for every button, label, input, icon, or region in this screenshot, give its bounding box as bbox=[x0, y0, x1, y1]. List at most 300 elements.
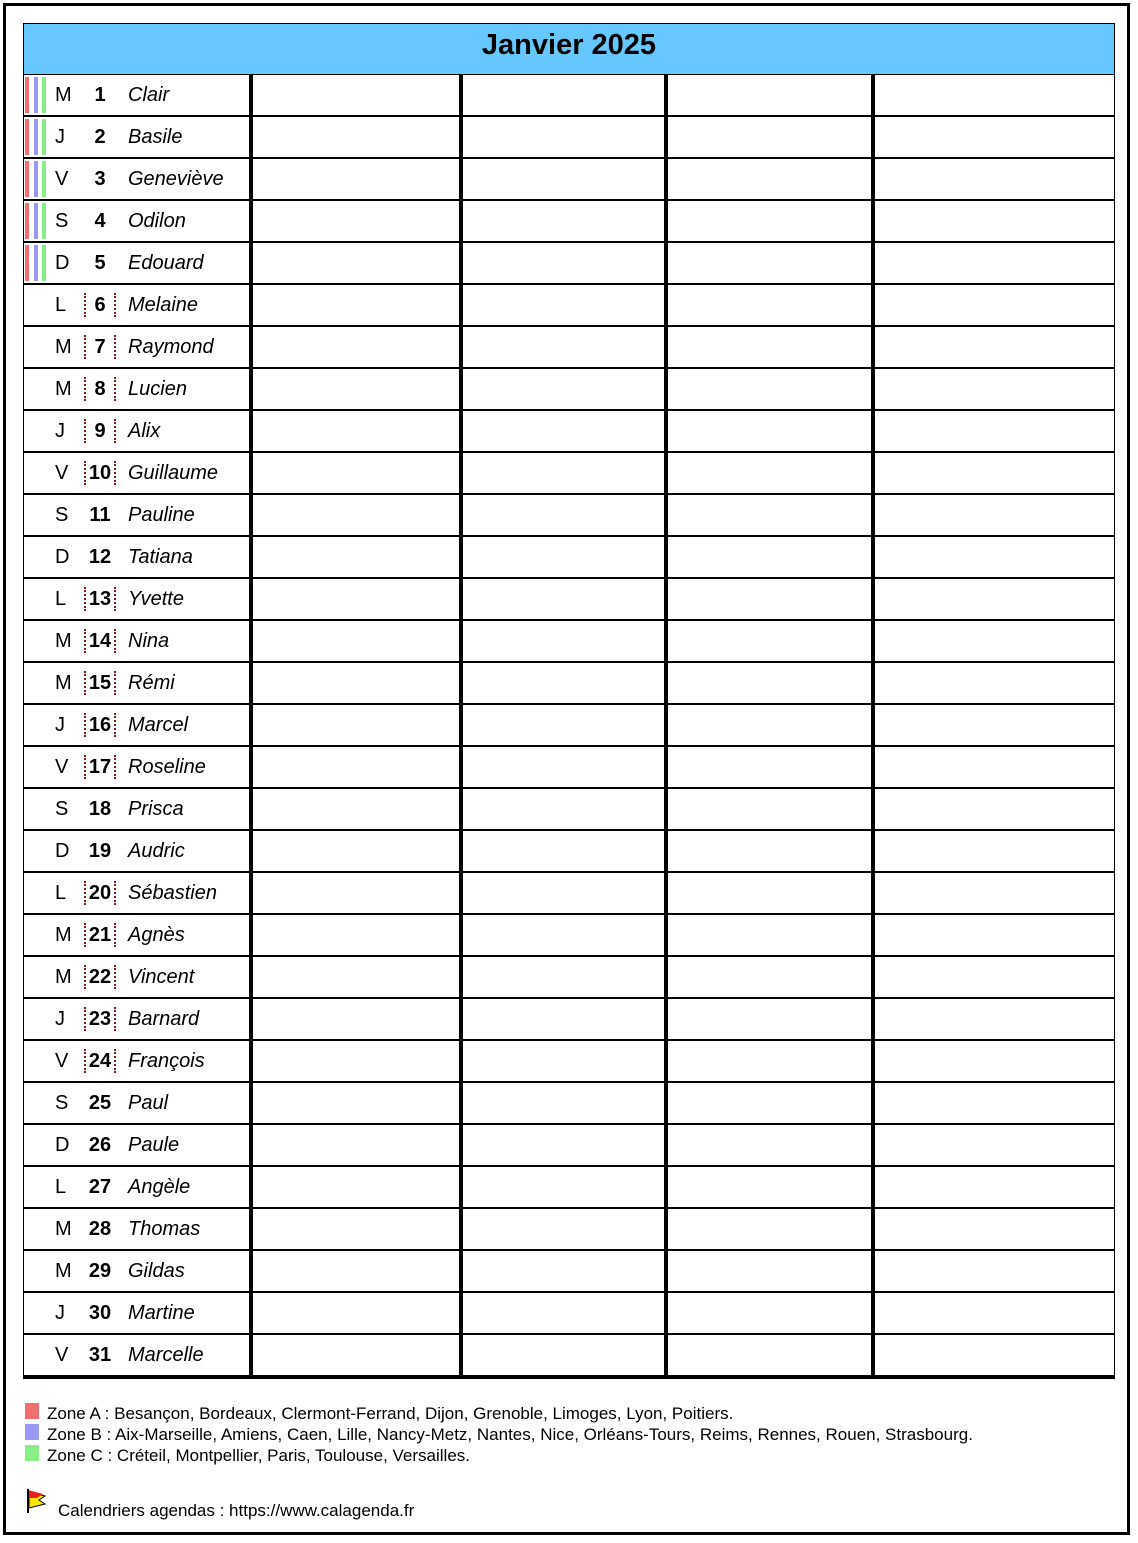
note-cell[interactable] bbox=[664, 1251, 871, 1293]
day-number: 5 bbox=[94, 252, 106, 274]
note-cell[interactable] bbox=[459, 663, 664, 705]
note-cell[interactable] bbox=[459, 1293, 664, 1335]
note-cell[interactable] bbox=[249, 537, 459, 579]
note-cell[interactable] bbox=[871, 1293, 1115, 1335]
day-label-cell bbox=[24, 369, 249, 409]
saint-name: Paule bbox=[128, 1134, 180, 1156]
note-cell[interactable] bbox=[249, 705, 459, 747]
note-cell[interactable] bbox=[871, 1251, 1115, 1293]
day-number: 24 bbox=[84, 1049, 116, 1073]
day-label-cell bbox=[24, 999, 249, 1039]
saint-name: Alix bbox=[128, 420, 161, 442]
weekday-letter: J bbox=[55, 420, 65, 442]
day-label-cell bbox=[24, 201, 249, 241]
weekday-letter: J bbox=[55, 126, 65, 148]
weekday-letter: M bbox=[55, 84, 72, 106]
note-cell[interactable] bbox=[871, 159, 1115, 201]
note-cell[interactable] bbox=[664, 621, 871, 663]
saint-name: Roseline bbox=[128, 756, 206, 778]
footer-link[interactable]: Calendriers agendas : https://www.calagenda.fr bbox=[58, 1501, 415, 1520]
note-cell[interactable] bbox=[249, 789, 459, 831]
note-cell[interactable] bbox=[249, 495, 459, 537]
note-cell[interactable] bbox=[249, 1335, 459, 1377]
legend-text: Zone C : Créteil, Montpellier, Paris, Toulouse, Versailles. bbox=[47, 1446, 470, 1465]
note-cell[interactable] bbox=[459, 1335, 664, 1377]
day-number: 27 bbox=[88, 1176, 112, 1198]
note-cell[interactable] bbox=[459, 747, 664, 789]
note-cell[interactable] bbox=[459, 453, 664, 495]
calagenda-logo-icon bbox=[25, 1488, 51, 1514]
note-cell[interactable] bbox=[459, 201, 664, 243]
saint-name: Pauline bbox=[128, 504, 195, 526]
note-cell[interactable] bbox=[249, 1293, 459, 1335]
note-cell[interactable] bbox=[249, 957, 459, 999]
note-cell[interactable] bbox=[459, 1209, 664, 1251]
note-cell[interactable] bbox=[249, 621, 459, 663]
day-row bbox=[24, 831, 1114, 873]
day-number: 25 bbox=[88, 1092, 112, 1114]
note-cell[interactable] bbox=[459, 75, 664, 117]
saint-name: Martine bbox=[128, 1302, 195, 1324]
weekday-letter: M bbox=[55, 672, 72, 694]
day-row bbox=[24, 1209, 1114, 1251]
note-cell[interactable] bbox=[249, 327, 459, 369]
weekday-letter: V bbox=[55, 756, 69, 778]
note-cell[interactable] bbox=[664, 243, 871, 285]
day-number: 6 bbox=[84, 293, 116, 317]
note-cell[interactable] bbox=[459, 1125, 664, 1167]
zone-a-holiday-bar bbox=[25, 119, 29, 155]
day-row bbox=[24, 201, 1114, 243]
saint-name: Sébastien bbox=[128, 882, 217, 904]
day-row bbox=[24, 957, 1114, 999]
day-row bbox=[24, 369, 1114, 411]
day-row bbox=[24, 327, 1114, 369]
day-row bbox=[24, 537, 1114, 579]
note-cell[interactable] bbox=[459, 495, 664, 537]
day-row bbox=[24, 495, 1114, 537]
saint-name: Melaine bbox=[128, 294, 199, 316]
day-number: 30 bbox=[88, 1302, 112, 1324]
note-cell[interactable] bbox=[249, 663, 459, 705]
note-cell[interactable] bbox=[459, 369, 664, 411]
day-row bbox=[24, 705, 1114, 747]
weekday-letter: D bbox=[55, 840, 70, 862]
day-label-cell bbox=[24, 873, 249, 913]
note-cell[interactable] bbox=[664, 327, 871, 369]
legend-text: Zone B : Aix-Marseille, Amiens, Caen, Lille, Nancy-Metz, Nantes, Nice, Orléans-Tours, Reims, Rennes, Rouen, Strasbourg. bbox=[47, 1425, 973, 1444]
weekday-letter: J bbox=[55, 1008, 65, 1030]
note-cell[interactable] bbox=[459, 621, 664, 663]
day-rows bbox=[23, 75, 1115, 1379]
note-cell[interactable] bbox=[459, 411, 664, 453]
saint-name: Geneviève bbox=[128, 168, 224, 190]
note-cell[interactable] bbox=[871, 327, 1115, 369]
saint-name: Raymond bbox=[128, 336, 214, 358]
day-number: 11 bbox=[89, 504, 111, 526]
note-cell[interactable] bbox=[249, 747, 459, 789]
note-cell[interactable] bbox=[871, 537, 1115, 579]
day-label-cell bbox=[24, 831, 249, 871]
note-cell[interactable] bbox=[871, 243, 1115, 285]
saint-name: Lucien bbox=[128, 378, 187, 400]
note-cell[interactable] bbox=[664, 1209, 871, 1251]
note-cell[interactable] bbox=[871, 117, 1115, 159]
day-row bbox=[24, 1125, 1114, 1167]
note-cell[interactable] bbox=[664, 789, 871, 831]
note-cell[interactable] bbox=[871, 789, 1115, 831]
day-row bbox=[24, 789, 1114, 831]
day-number: 4 bbox=[94, 210, 106, 232]
weekday-letter: S bbox=[55, 504, 69, 526]
legend-text: Zone A : Besançon, Bordeaux, Clermont-Ferrand, Dijon, Grenoble, Limoges, Lyon, Poitiers. bbox=[47, 1404, 734, 1423]
note-cell[interactable] bbox=[664, 747, 871, 789]
note-cell[interactable] bbox=[871, 1335, 1115, 1377]
day-number: 15 bbox=[84, 671, 116, 695]
saint-name: Agnès bbox=[128, 924, 185, 946]
day-label-cell bbox=[24, 1251, 249, 1291]
note-cell[interactable] bbox=[249, 75, 459, 117]
weekday-letter: V bbox=[55, 168, 69, 190]
day-label-cell bbox=[24, 957, 249, 997]
note-cell[interactable] bbox=[664, 873, 871, 915]
day-label-cell bbox=[24, 495, 249, 535]
day-number: 10 bbox=[84, 461, 116, 485]
day-number: 18 bbox=[88, 798, 112, 820]
day-label-cell bbox=[24, 579, 249, 619]
note-cell[interactable] bbox=[664, 159, 871, 201]
weekday-letter: M bbox=[55, 966, 72, 988]
weekday-letter: V bbox=[55, 462, 69, 484]
zone-a-holiday-bar bbox=[25, 77, 29, 113]
note-cell[interactable] bbox=[249, 201, 459, 243]
note-cell[interactable] bbox=[249, 1209, 459, 1251]
day-row bbox=[24, 117, 1114, 159]
note-cell[interactable] bbox=[664, 1167, 871, 1209]
saint-name: Basile bbox=[128, 126, 183, 148]
note-cell[interactable] bbox=[459, 957, 664, 999]
note-cell[interactable] bbox=[459, 789, 664, 831]
zone-c-holiday-bar bbox=[42, 245, 46, 281]
day-row bbox=[24, 1041, 1114, 1083]
weekday-letter: L bbox=[55, 882, 67, 904]
weekday-letter: L bbox=[55, 1176, 67, 1198]
zone-b-holiday-bar bbox=[34, 77, 38, 113]
note-cell[interactable] bbox=[871, 1167, 1115, 1209]
zone-b-holiday-bar bbox=[34, 203, 38, 239]
note-cell[interactable] bbox=[249, 915, 459, 957]
note-cell[interactable] bbox=[459, 243, 664, 285]
weekday-letter: V bbox=[55, 1050, 69, 1072]
note-cell[interactable] bbox=[664, 705, 871, 747]
day-row bbox=[24, 411, 1114, 453]
note-cell[interactable] bbox=[664, 999, 871, 1041]
saint-name: Gildas bbox=[128, 1260, 185, 1282]
weekday-letter: S bbox=[55, 798, 69, 820]
note-cell[interactable] bbox=[871, 453, 1115, 495]
zone-a-holiday-bar bbox=[25, 203, 29, 239]
saint-name: Prisca bbox=[128, 798, 184, 820]
note-cell[interactable] bbox=[664, 915, 871, 957]
day-number: 29 bbox=[88, 1260, 112, 1282]
month-title: Janvier 2025 bbox=[23, 23, 1115, 75]
note-cell[interactable] bbox=[249, 411, 459, 453]
saint-name: Nina bbox=[128, 630, 170, 652]
note-cell[interactable] bbox=[664, 411, 871, 453]
note-cell[interactable] bbox=[664, 579, 871, 621]
zone-a-swatch bbox=[25, 1403, 39, 1419]
note-cell[interactable] bbox=[459, 579, 664, 621]
zone-c-holiday-bar bbox=[42, 203, 46, 239]
saint-name: Tatiana bbox=[128, 546, 193, 568]
note-cell[interactable] bbox=[249, 117, 459, 159]
zone-c-holiday-bar bbox=[42, 119, 46, 155]
note-cell[interactable] bbox=[664, 537, 871, 579]
note-cell[interactable] bbox=[664, 663, 871, 705]
note-cell[interactable] bbox=[664, 1335, 871, 1377]
legend-item-zone-b bbox=[25, 1424, 973, 1445]
zone-a-holiday-bar bbox=[25, 161, 29, 197]
note-cell[interactable] bbox=[664, 831, 871, 873]
note-cell[interactable] bbox=[871, 747, 1115, 789]
day-row bbox=[24, 1251, 1114, 1293]
zone-b-holiday-bar bbox=[34, 245, 38, 281]
day-number: 12 bbox=[88, 546, 112, 568]
note-cell[interactable] bbox=[459, 705, 664, 747]
saint-name: Guillaume bbox=[128, 462, 219, 484]
note-cell[interactable] bbox=[871, 75, 1115, 117]
day-number: 22 bbox=[84, 965, 116, 989]
note-cell[interactable] bbox=[459, 159, 664, 201]
note-cell[interactable] bbox=[871, 1083, 1115, 1125]
weekday-letter: D bbox=[55, 252, 70, 274]
note-cell[interactable] bbox=[664, 75, 871, 117]
day-number: 26 bbox=[88, 1134, 112, 1156]
note-cell[interactable] bbox=[871, 285, 1115, 327]
day-row bbox=[24, 999, 1114, 1041]
note-cell[interactable] bbox=[871, 1125, 1115, 1167]
zone-c-swatch bbox=[25, 1445, 39, 1461]
note-cell[interactable] bbox=[459, 537, 664, 579]
day-row bbox=[24, 873, 1114, 915]
note-cell[interactable] bbox=[249, 453, 459, 495]
day-row bbox=[24, 75, 1114, 117]
saint-name: Vincent bbox=[128, 966, 195, 988]
saint-name: Angèle bbox=[128, 1176, 191, 1198]
note-cell[interactable] bbox=[871, 663, 1115, 705]
note-cell[interactable] bbox=[871, 201, 1115, 243]
weekday-letter: M bbox=[55, 336, 72, 358]
day-label-cell bbox=[24, 243, 249, 283]
day-row bbox=[24, 915, 1114, 957]
day-row bbox=[24, 453, 1114, 495]
note-cell[interactable] bbox=[664, 495, 871, 537]
legend-item-zone-c bbox=[25, 1445, 973, 1466]
day-label-cell bbox=[24, 747, 249, 787]
note-cell[interactable] bbox=[871, 411, 1115, 453]
saint-name: Marcel bbox=[128, 714, 189, 736]
note-cell[interactable] bbox=[459, 1083, 664, 1125]
note-cell[interactable] bbox=[664, 1083, 871, 1125]
note-cell[interactable] bbox=[664, 1293, 871, 1335]
saint-name: Rémi bbox=[128, 672, 175, 694]
day-label-cell bbox=[24, 621, 249, 661]
day-row bbox=[24, 159, 1114, 201]
weekday-letter: J bbox=[55, 1302, 65, 1324]
weekday-letter: J bbox=[55, 714, 65, 736]
note-cell[interactable] bbox=[871, 495, 1115, 537]
note-cell[interactable] bbox=[459, 285, 664, 327]
note-cell[interactable] bbox=[871, 1041, 1115, 1083]
weekday-letter: M bbox=[55, 1260, 72, 1282]
day-label-cell bbox=[24, 453, 249, 493]
day-row bbox=[24, 579, 1114, 621]
note-cell[interactable] bbox=[249, 1125, 459, 1167]
weekday-letter: S bbox=[55, 1092, 69, 1114]
note-cell[interactable] bbox=[459, 1167, 664, 1209]
day-number: 9 bbox=[84, 419, 116, 443]
day-label-cell bbox=[24, 159, 249, 199]
day-label-cell bbox=[24, 75, 249, 115]
weekday-letter: M bbox=[55, 1218, 72, 1240]
zone-b-swatch bbox=[25, 1424, 39, 1440]
saint-name: Edouard bbox=[128, 252, 204, 274]
legend-item-zone-a bbox=[25, 1403, 973, 1424]
note-cell[interactable] bbox=[249, 159, 459, 201]
note-cell[interactable] bbox=[871, 621, 1115, 663]
day-label-cell bbox=[24, 1083, 249, 1123]
day-label-cell bbox=[24, 1209, 249, 1249]
day-label-cell bbox=[24, 1125, 249, 1165]
note-cell[interactable] bbox=[459, 1041, 664, 1083]
day-row bbox=[24, 1167, 1114, 1209]
saint-name: Audric bbox=[128, 840, 185, 862]
day-label-cell bbox=[24, 537, 249, 577]
day-number: 7 bbox=[84, 335, 116, 359]
zone-b-holiday-bar bbox=[34, 161, 38, 197]
note-cell[interactable] bbox=[664, 117, 871, 159]
note-cell[interactable] bbox=[871, 999, 1115, 1041]
note-cell[interactable] bbox=[871, 957, 1115, 999]
day-row bbox=[24, 663, 1114, 705]
zone-a-holiday-bar bbox=[25, 245, 29, 281]
weekday-letter: M bbox=[55, 630, 72, 652]
day-label-cell bbox=[24, 327, 249, 367]
day-label-cell bbox=[24, 663, 249, 703]
note-cell[interactable] bbox=[664, 285, 871, 327]
day-number: 16 bbox=[84, 713, 116, 737]
day-row bbox=[24, 243, 1114, 285]
day-label-cell bbox=[24, 117, 249, 157]
note-cell[interactable] bbox=[249, 1083, 459, 1125]
zone-b-holiday-bar bbox=[34, 119, 38, 155]
note-cell[interactable] bbox=[664, 957, 871, 999]
day-label-cell bbox=[24, 1167, 249, 1207]
day-number: 28 bbox=[88, 1218, 112, 1240]
weekday-letter: D bbox=[55, 1134, 70, 1156]
weekday-letter: V bbox=[55, 1344, 69, 1366]
note-cell[interactable] bbox=[249, 1167, 459, 1209]
note-cell[interactable] bbox=[871, 831, 1115, 873]
saint-name: Yvette bbox=[128, 588, 184, 610]
note-cell[interactable] bbox=[664, 1125, 871, 1167]
note-cell[interactable] bbox=[249, 369, 459, 411]
zone-legend bbox=[25, 1403, 973, 1466]
note-cell[interactable] bbox=[664, 201, 871, 243]
day-number: 1 bbox=[94, 84, 106, 106]
day-row bbox=[24, 285, 1114, 327]
day-label-cell bbox=[24, 411, 249, 451]
note-cell[interactable] bbox=[459, 915, 664, 957]
weekday-letter: M bbox=[55, 378, 72, 400]
saint-name: Odilon bbox=[128, 210, 186, 232]
day-number: 31 bbox=[88, 1344, 112, 1366]
note-cell[interactable] bbox=[249, 1041, 459, 1083]
note-cell[interactable] bbox=[249, 873, 459, 915]
day-number: 3 bbox=[94, 168, 106, 190]
note-cell[interactable] bbox=[664, 369, 871, 411]
note-cell[interactable] bbox=[249, 1251, 459, 1293]
weekday-letter: M bbox=[55, 924, 72, 946]
day-number: 8 bbox=[84, 377, 116, 401]
day-number: 19 bbox=[88, 840, 112, 862]
zone-c-holiday-bar bbox=[42, 77, 46, 113]
day-number: 20 bbox=[84, 881, 116, 905]
note-cell[interactable] bbox=[249, 243, 459, 285]
note-cell[interactable] bbox=[249, 579, 459, 621]
note-cell[interactable] bbox=[871, 915, 1115, 957]
note-cell[interactable] bbox=[249, 831, 459, 873]
day-label-cell bbox=[24, 1293, 249, 1333]
day-number: 21 bbox=[84, 923, 116, 947]
note-cell[interactable] bbox=[664, 453, 871, 495]
note-cell[interactable] bbox=[871, 873, 1115, 915]
saint-name: François bbox=[128, 1050, 205, 1072]
note-cell[interactable] bbox=[871, 579, 1115, 621]
calendar bbox=[23, 23, 1115, 1379]
note-cell[interactable] bbox=[459, 117, 664, 159]
note-cell[interactable] bbox=[459, 1251, 664, 1293]
day-row bbox=[24, 747, 1114, 789]
day-number: 14 bbox=[84, 629, 116, 653]
zone-c-holiday-bar bbox=[42, 161, 46, 197]
note-cell[interactable] bbox=[249, 285, 459, 327]
note-cell[interactable] bbox=[871, 369, 1115, 411]
weekday-letter: S bbox=[55, 210, 69, 232]
day-label-cell bbox=[24, 1335, 249, 1375]
saint-name: Thomas bbox=[128, 1218, 201, 1240]
note-cell[interactable] bbox=[459, 831, 664, 873]
day-row bbox=[24, 1083, 1114, 1125]
day-label-cell bbox=[24, 915, 249, 955]
note-cell[interactable] bbox=[249, 999, 459, 1041]
note-cell[interactable] bbox=[459, 999, 664, 1041]
day-label-cell bbox=[24, 285, 249, 325]
note-cell[interactable] bbox=[871, 705, 1115, 747]
note-cell[interactable] bbox=[459, 873, 664, 915]
note-cell[interactable] bbox=[871, 1209, 1115, 1251]
note-cell[interactable] bbox=[459, 327, 664, 369]
weekday-letter: L bbox=[55, 294, 67, 316]
day-label-cell bbox=[24, 789, 249, 829]
saint-name: Barnard bbox=[128, 1008, 200, 1030]
weekday-letter: L bbox=[55, 588, 67, 610]
day-number: 2 bbox=[94, 126, 106, 148]
saint-name: Paul bbox=[128, 1092, 169, 1114]
note-cell[interactable] bbox=[664, 1041, 871, 1083]
day-row bbox=[24, 1335, 1114, 1377]
day-number: 13 bbox=[84, 587, 116, 611]
